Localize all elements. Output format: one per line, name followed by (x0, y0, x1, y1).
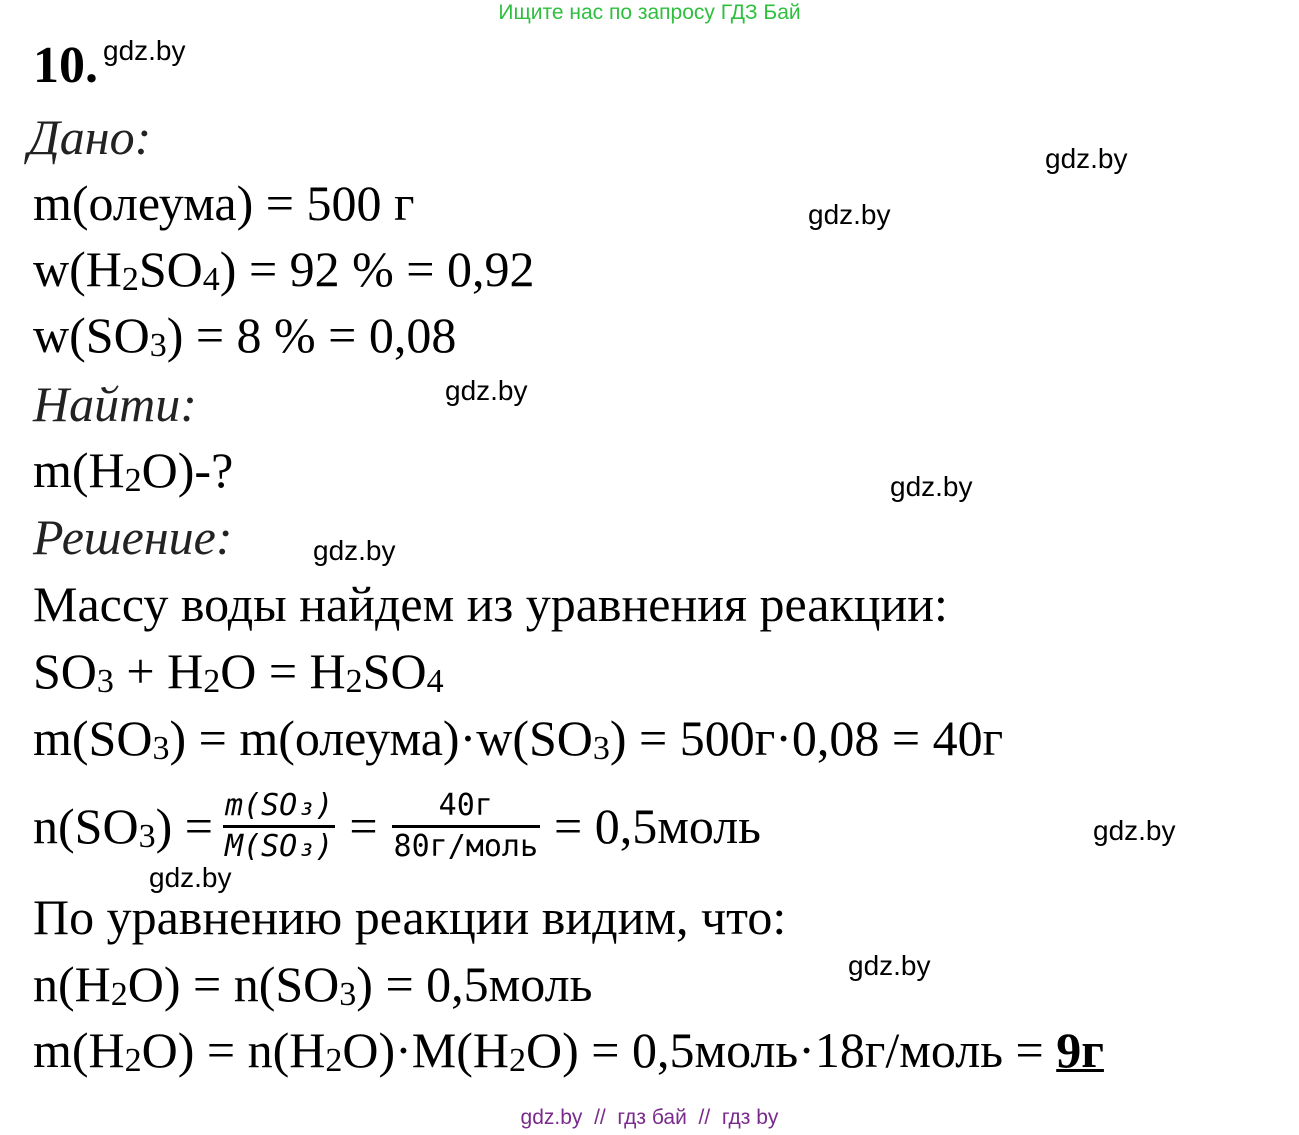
mass-so3-calc: $m(SO_3)$ = $m(олеума)\cdot w(SO_3) = 500г\cdot 0,08 = 40г$ (33, 710, 1004, 768)
watermark: gdz.by (149, 862, 232, 893)
watermark: gdz.by (313, 535, 396, 566)
watermark: gdz.by (1045, 143, 1128, 174)
watermark: gdz.by (1093, 815, 1176, 846)
reaction-note: По уравнению реакции видим, что: (33, 889, 787, 945)
top-banner: Ищите нас по запросу ГДЗ Бай (498, 1, 801, 24)
mass-h2o-calc: $m(H_2O) = n(H_2O)\cdot M(H_2O)$ = 0,5моль·18г/моль = 9г (33, 1022, 1104, 1080)
solution-intro: Массу воды найдем из уравнения реакции: (33, 576, 948, 632)
given-heading: Дано: (28, 109, 152, 165)
watermark: gdz.by (445, 375, 528, 406)
footer-watermark: gdz.by // гдз бай // гдз by (520, 1106, 779, 1129)
moles-h2o-calc: $n(H_2O) = n(SO_3)$ = 0,5моль (33, 956, 593, 1014)
given-oleum-mass: m(олеума) = 500 г (33, 175, 415, 231)
fraction-mass-over-molar-mass: $\frac{\text{m(SO₃)}}{\text{M(SO₃)}}$ (224, 787, 334, 864)
watermark: gdz.by (808, 199, 891, 230)
given-w-h2so4: $w(H_2SO_4) = 92$ % = 0,92 (33, 241, 535, 299)
moles-so3-calc: $n(SO_3)$ = $\frac{\text{m(SO₃)}}{\text{M(SO₃)}}$ = $\frac{40г}{\text{80г/моль}}$ = 0,5моль (33, 787, 761, 864)
solution-heading: Решение: (33, 509, 233, 565)
find-target: $m(H_2O)-$? (33, 442, 234, 500)
final-answer: 9г (1056, 1022, 1104, 1078)
watermark: gdz.by (103, 35, 186, 66)
watermark: gdz.by (848, 950, 931, 981)
watermark: gdz.by (890, 471, 973, 502)
given-w-so3: $w(SO_3) = 8$ % = 0,08 (33, 307, 457, 365)
fraction-numeric: $\frac{40г}{\text{80г/моль}}$ (393, 787, 539, 864)
task-number: 10. (33, 37, 98, 94)
reaction-equation: $SO_3 + H_2O = H_2SO_4$ (33, 643, 444, 701)
find-heading: Найти: (33, 376, 197, 432)
